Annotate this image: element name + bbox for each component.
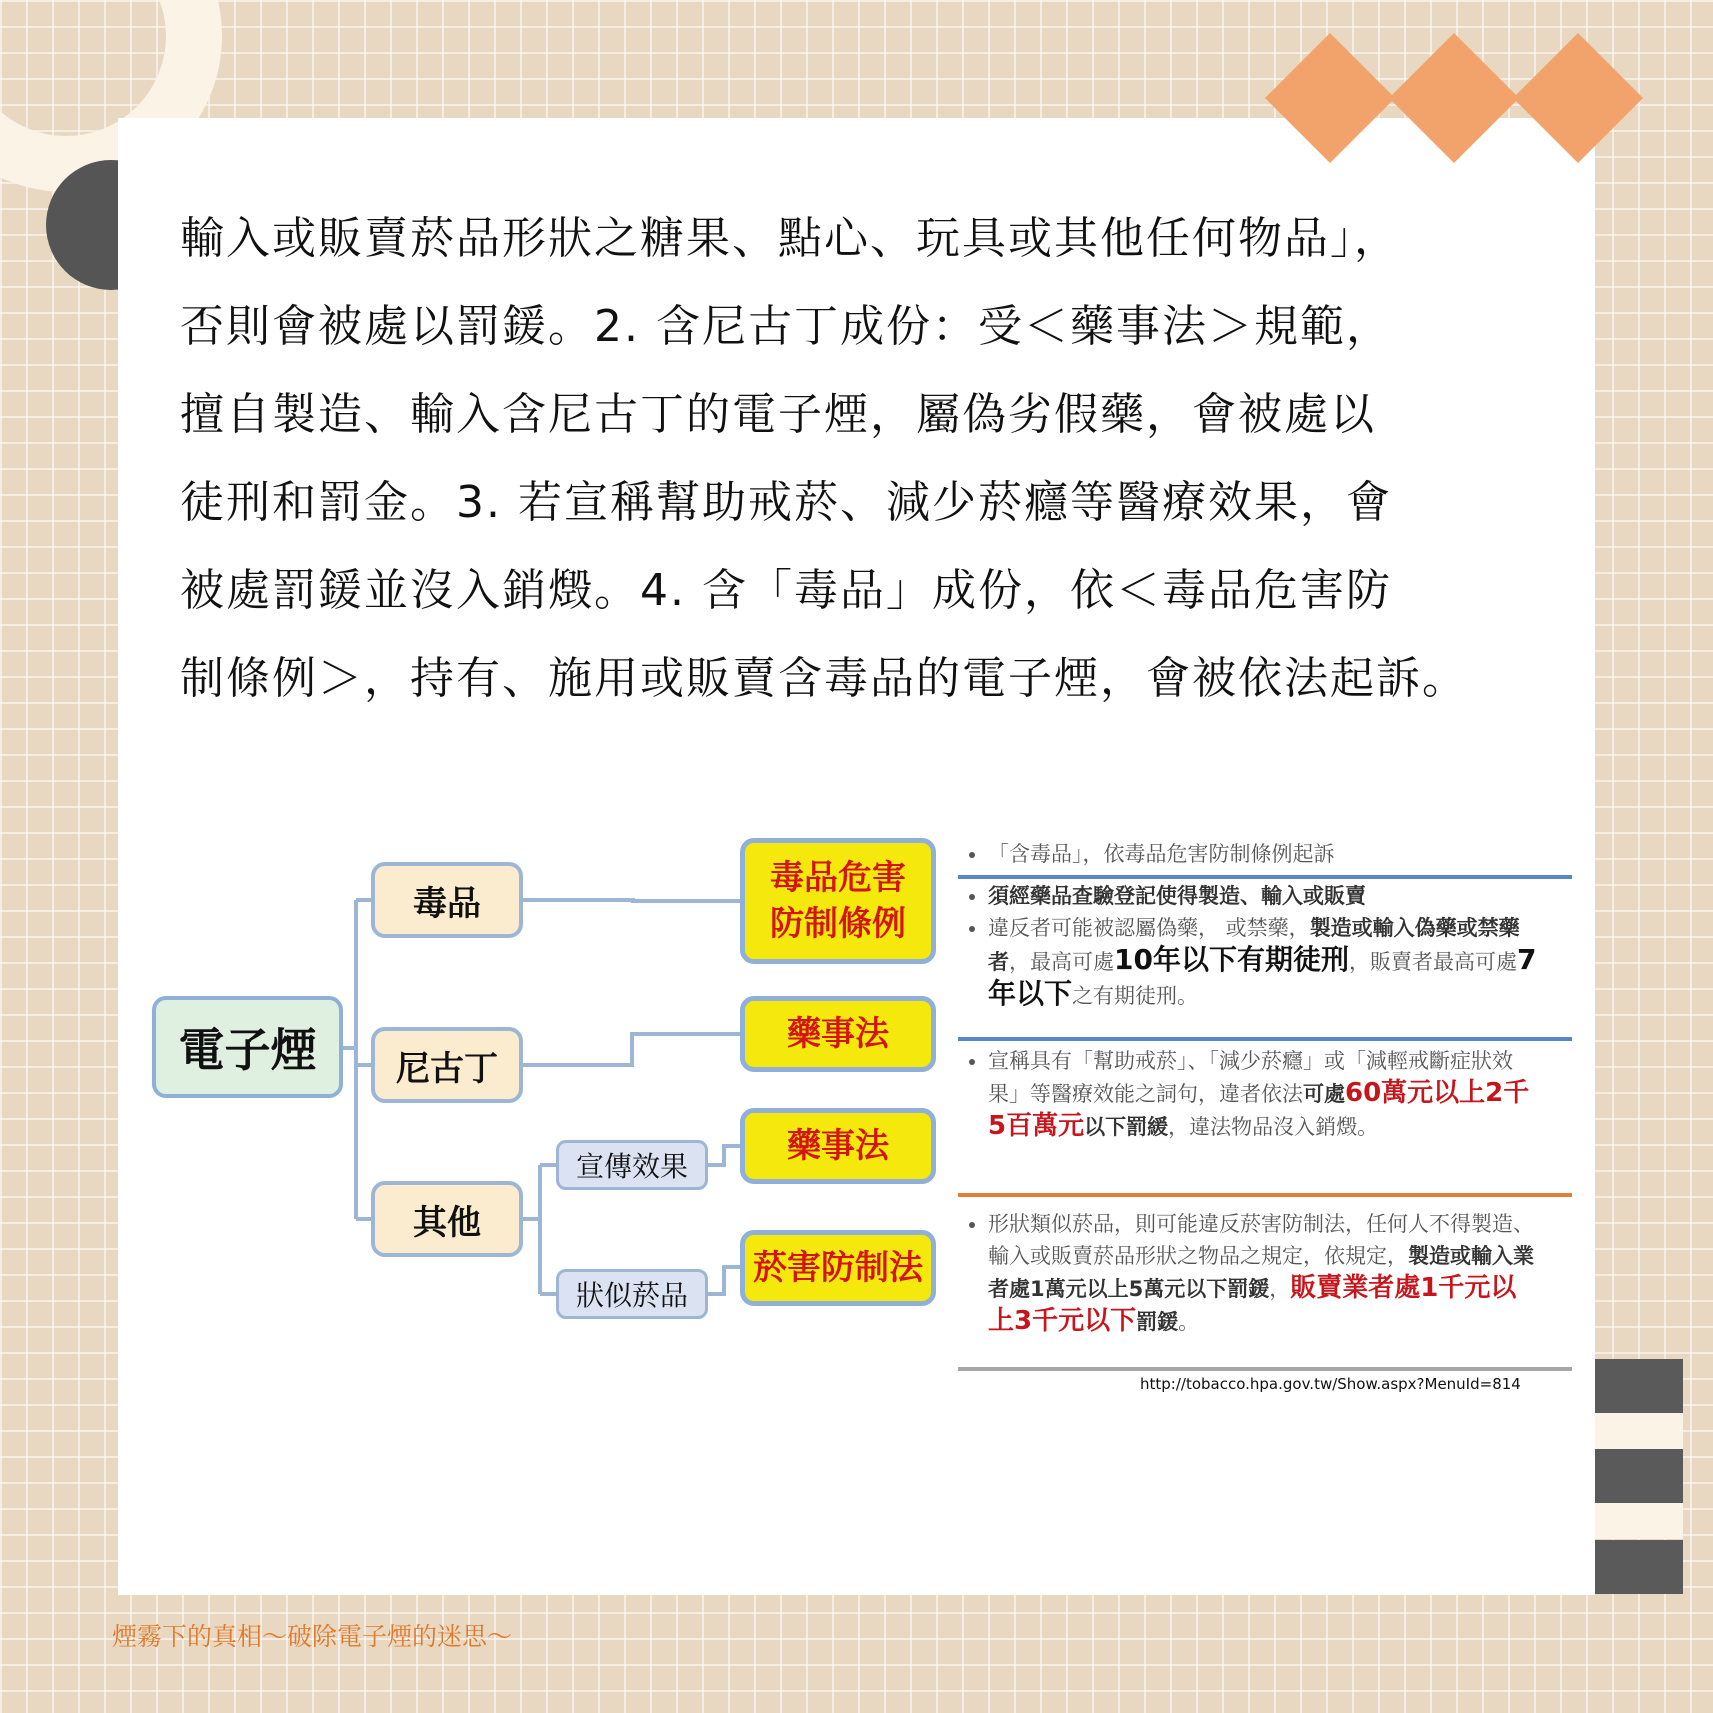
note-nicotine <box>958 880 1548 1012</box>
branch-node-label: 尼古丁 <box>396 1048 498 1089</box>
source-url: http://tobacco.hpa.gov.tw/Show.aspx?MenuId=814 <box>1140 1375 1521 1393</box>
divider-orange <box>958 1193 1572 1197</box>
note-text: 之有期徒刑。 <box>1072 984 1199 1008</box>
branch-node-other <box>371 1181 523 1257</box>
note-text: ，販賣者最高可處 <box>1348 950 1517 974</box>
note-text-bold: 以下罰緩 <box>1084 1115 1169 1139</box>
divider-blue-2 <box>958 1037 1572 1041</box>
paragraph-line: 輸入或販賣菸品形狀之糖果、點心、玩具或其他任何物品」， <box>180 213 1400 264</box>
note-text-emphasis: 7年以下 <box>988 943 1537 1010</box>
note-bullet: • 「含毒品」，依毒品危害防制條例起訴 <box>988 838 1558 870</box>
sub-node-label: 狀似菸品 <box>575 1279 688 1312</box>
note-advertising <box>958 1045 1538 1143</box>
root-node-label: 電子煙 <box>178 1023 317 1077</box>
paragraph-line: 否則會被處以罰鍰。2. 含尼古丁成份：受＜藥事法＞規範， <box>180 301 1392 352</box>
note-text-red: 60萬元以上2千5百萬元 <box>988 1078 1530 1141</box>
note-shaped <box>958 1208 1538 1338</box>
law-node-label-line2: 防制條例 <box>770 904 906 944</box>
note-text-bold: 製造或輸入業者處1萬元以上5萬元以下罰鍰 <box>988 1244 1534 1301</box>
sub-node-advertising <box>556 1140 708 1190</box>
note-text: 形狀類似菸品，則可能違反菸害防制法，任何人不得製造、輸入或販賣菸品形狀之物品之規定，依規定， <box>988 1212 1534 1268</box>
footer-caption: 煙霧下的真相～破除電子煙的迷思～ <box>112 1622 513 1651</box>
note-text: 違反者可能被認屬偽藥， 或禁藥， <box>988 916 1310 940</box>
note-bullet <box>988 1208 1538 1338</box>
paragraph-line: 徒刑和罰金。3. 若宣稱幫助戒菸、減少菸癮等醫療效果，會 <box>180 477 1392 528</box>
note-text-bold: 罰鍰 <box>1136 1310 1179 1334</box>
note-text: 宣稱具有「幫助戒菸」、「減少菸癮」或「減輕戒斷症狀效果」等醫療效能之詞句，違者依法 <box>988 1049 1513 1106</box>
law-node-label: 菸害防制法 <box>753 1248 923 1288</box>
law-node-label: 藥事法 <box>787 1014 889 1054</box>
law-node-tobacco-hazards <box>740 1230 936 1306</box>
sub-node-shaped-like-tobacco <box>556 1269 708 1319</box>
note-bullet <box>988 880 1548 912</box>
divider-gray <box>958 1367 1572 1371</box>
divider-blue-1 <box>958 875 1572 879</box>
law-node-pharmaceutical-2 <box>740 1108 936 1184</box>
root-node-e-cigarette <box>152 996 343 1098</box>
branch-node-nicotine <box>371 1027 523 1103</box>
law-node-label-line1: 毒品危害 <box>770 858 906 898</box>
paragraph-line: 擅自製造、輸入含尼古丁的電子煙，屬偽劣假藥，會被處以 <box>180 389 1376 440</box>
note-bullet <box>988 1045 1538 1143</box>
note-text-red: 販賣業者處1千元以上3千元以下 <box>988 1273 1517 1336</box>
branch-node-label: 毒品 <box>413 883 481 924</box>
paragraph-line: 被處罰鍰並沒入銷燬。4. 含「毒品」成份，依＜毒品危害防 <box>180 565 1392 616</box>
note-text-bold: 製造或輸入偽藥或禁藥者 <box>988 916 1520 974</box>
note-drug <box>958 838 1558 870</box>
paragraph-line: 制條例＞，持有、施用或販賣含毒品的電子煙，會被依法起訴。 <box>180 653 1468 704</box>
note-text-bold: 可處 <box>1303 1082 1345 1106</box>
note-text: 。 <box>1178 1310 1200 1334</box>
note-text-bold: 須經藥品查驗登記使得製造、輸入或販賣 <box>988 884 1366 908</box>
branch-node-label: 其他 <box>413 1202 481 1243</box>
note-text: ， <box>1269 1277 1291 1301</box>
branch-node-drugs <box>371 862 523 938</box>
note-text-emphasis: 10年以下有期徒刑 <box>1114 943 1349 976</box>
note-text: ，最高可處 <box>1009 950 1114 974</box>
law-node-label: 藥事法 <box>787 1126 889 1166</box>
law-node-pharmaceutical-1 <box>740 996 936 1072</box>
sub-node-label: 宣傳效果 <box>575 1150 688 1183</box>
note-bullet <box>988 912 1548 1012</box>
law-node-drug-prevention <box>740 838 936 964</box>
note-text: ，違法物品沒入銷燬。 <box>1168 1115 1379 1139</box>
